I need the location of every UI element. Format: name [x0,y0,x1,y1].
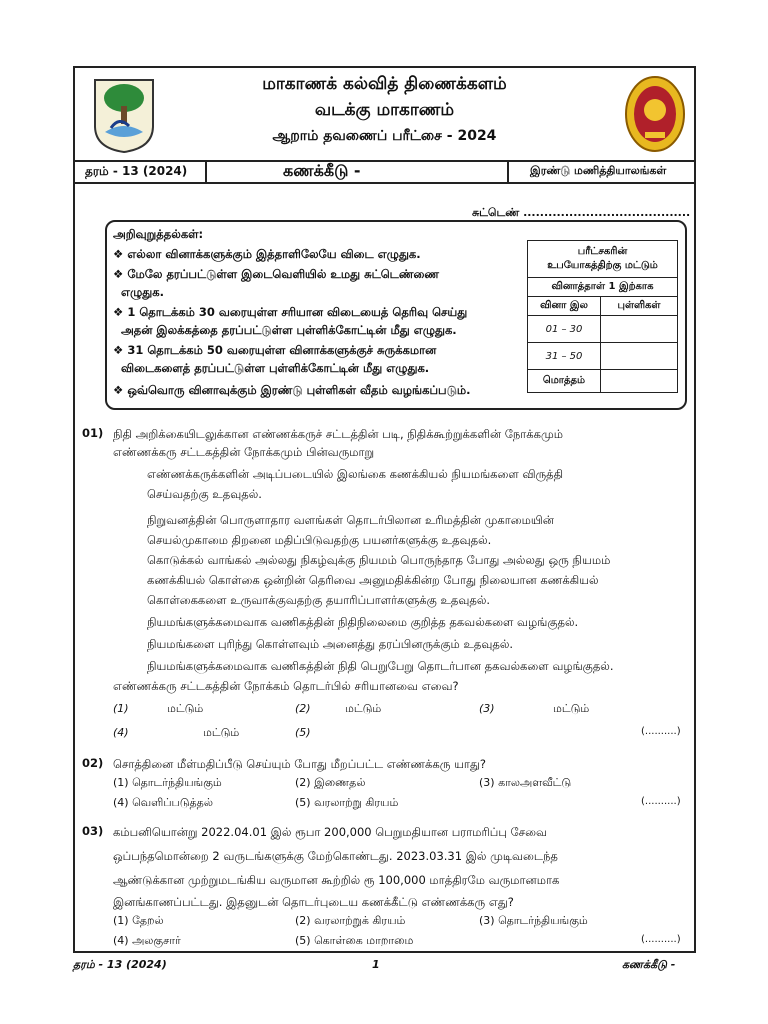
question-number: 03) [82,824,104,838]
total-label: மொத்தம் [528,370,601,393]
q1-statement: நிறுவனத்தின் பொருளாதார வளங்கள் தொடர்பிலான உரிமத்தின் முகாமையின் [147,513,554,527]
answer-blank[interactable]: (..........) [641,934,681,945]
instruction-line: ❖ 1 தொடக்கம் 30 வரையுள்ள சரியான விடையைத் தெரிவு செய்து [113,305,468,319]
q3-stem: ஆண்டுக்கான முற்றுமடங்கிய வருமான கூற்றில் ரூ 100,000 மாத்திரமே வருமானமாக [113,873,560,887]
question-number: 02) [82,756,104,770]
subject-label: கணக்கீடு - [283,161,361,180]
option-number: (5) [295,726,311,739]
q1-statement: கொள்கைகளை உருவாக்குவதற்கு தயாரிப்பாளர்களுக்கு உதவுதல். [147,593,491,607]
q3-stem: இனங்காணப்பட்டது. இதனுடன் தொடர்புடைய கணக்கீட்டு எண்ணக்கரு எது? [113,895,514,909]
question-number: 01) [82,426,104,440]
index-number-field[interactable]: சுட்டெண் ........................................ [472,206,691,219]
dept-title: மாகாணக் கல்வித் திணைக்களம் [262,74,507,94]
option-text: மட்டும் [167,702,204,715]
q1-statement: நியமங்களுக்கமைவாக வணிகத்தின் நிதிநிலைமை குறித்த தகவல்களை வழங்குதல். [147,615,579,629]
header [75,68,694,162]
q1-statement: நியமங்களை புரிந்து கொள்ளவும் அனைத்து தரப்பினருக்கும் உதவுதல். [147,637,514,651]
option-number: (3) [479,702,495,715]
option-number: (1) [113,702,129,715]
option-text: மட்டும் [553,702,590,715]
option-text: மட்டும் [345,702,382,715]
q1-statement: கணக்கியல் கொள்கை ஒன்றின் தெரிவை அனுமதிக்கின்ற போது நிலையான கணக்கியல் [147,573,599,587]
range-row: 31 – 50 [528,343,601,370]
instruction-line: ❖ ஒவ்வொரு வினாவுக்கும் இரண்டு புள்ளிகள் வீதம் வழங்கப்படும். [113,383,471,397]
instruction-line: விடைகளைத் தரப்பட்டுள்ள புள்ளிக்கோட்டின் மீது எழுதுக. [121,361,430,375]
province-title: வடக்கு மாகாணம் [314,100,455,120]
instruction-line: ❖ 31 தொடக்கம் 50 வரையுள்ள வினாக்களுக்குச் சுருக்கமான [113,343,437,357]
q1-stem: எண்ணக்கரு சட்டகத்தின் நோக்கமும் பின்வருமாறு [113,445,375,459]
examiner-title-sub: உபயோகத்திற்கு மட்டும் [547,260,658,271]
option: (2) வரலாற்றுக் கிரயம் [295,914,406,927]
option: (1) தொடர்ந்தியங்கும் [113,776,222,789]
instruction-line: ❖ மேலே தரப்பட்டுள்ள இடைவெளியில் உமது சுட்டெண்ணை [113,267,439,281]
national-emblem-logo [623,74,687,154]
option: (4) அலகுசார் [113,934,181,947]
q3-stem: கம்பனியொன்று 2022.04.01 இல் ரூபா 200,000 பெறுமதியான பராமரிப்பு சேவை [113,825,547,839]
option: (2) இணைதல் [295,776,366,789]
marks-cell [601,316,678,343]
option: (3) தொடர்ந்தியங்கும் [479,914,588,927]
answer-blank[interactable]: (..........) [641,796,681,807]
col-question: வினா இல [528,297,601,316]
range-row: 01 – 30 [528,316,601,343]
footer-grade: தரம் - 13 (2024) [73,958,167,971]
examiner-use-table [527,240,678,393]
paper-label: வினாத்தாள் 1 இற்காக [528,278,678,297]
duration-label: இரண்டு மணித்தியாலங்கள் [530,164,667,177]
marks-cell [601,343,678,370]
footer-page-number: 1 [372,958,380,971]
q1-statement: எண்ணக்கருக்களின் அடிப்படையில் இலங்கை கணக்கியல் நியமங்களை விருத்தி [147,467,564,481]
option: (4) வெளிப்படுத்தல் [113,796,213,809]
instruction-line: ❖ எல்லா வினாக்களுக்கும் இத்தாளிலேயே விடை எழுதுக. [113,247,421,261]
q1-question: எண்ணக்கரு சட்டகத்தின் நோக்கம் தொடர்பில் சரியானவை எவை? [113,679,459,693]
instruction-line: எழுதுக. [121,285,164,299]
total-cell [601,370,678,393]
option-number: (2) [295,702,311,715]
grade-label: தரம் - 13 (2024) [85,164,188,178]
q1-statement: செயல்முகாமை திறனை மதிப்பிடுவதற்கு பயனர்களுக்கு உதவுதல். [147,533,492,547]
q1-statement: நியமங்களுக்கமைவாக வணிகத்தின் நிதி பெறுபேறு தொடர்பான தகவல்களை வழங்குதல். [147,659,614,673]
answer-blank[interactable]: (..........) [641,726,681,737]
q2-stem: சொத்தினை மீள்மதிப்பீடு செய்யும் போது மீறப்பட்ட எண்ணக்கரு யாது? [113,757,487,771]
option: (5) கொள்கை மாறாமை [295,934,414,947]
option-number: (4) [113,726,129,739]
option-text: மட்டும் [203,726,240,739]
instruction-line: அதன் இலக்கத்தை தரப்பட்டுள்ள புள்ளிக்கோட்டின் மீது எழுதுக. [121,323,457,337]
col-marks: புள்ளிகள் [601,297,678,316]
footer-subject: கணக்கீடு - [622,958,676,971]
instructions-title: அறிவுறுத்தல்கள்: [113,227,204,241]
option: (3) காலஅளவீட்டு [479,776,572,789]
option: (5) வரலாற்று கிரயம் [295,796,399,809]
q1-statement: செய்வதற்கு உதவுதல். [147,487,262,501]
exam-title: ஆறாம் தவணைப் பரீட்சை - 2024 [272,128,497,144]
q1-stem: நிதி அறிக்கையிடலுக்கான எண்ணக்கருச் சட்டத்தின் படி, நிதிக்கூற்றுக்களின் நோக்கமும் [113,427,564,441]
q1-statement: கொடுக்கல் வாங்கல் அல்லது நிகழ்வுக்கு நியமம் பொருந்தாத போது அல்லது ஒரு நியமம் [147,553,611,567]
option: (1) தேறல் [113,914,164,927]
exam-page [73,66,696,953]
subject-row [75,160,694,184]
examiner-title: பரீட்சகரின் [577,246,628,257]
q3-stem: ஒப்பந்தமொன்றை 2 வருடங்களுக்கு மேற்கொண்டது. 2023.03.31 இல் முடிவடைந்த [113,849,558,863]
